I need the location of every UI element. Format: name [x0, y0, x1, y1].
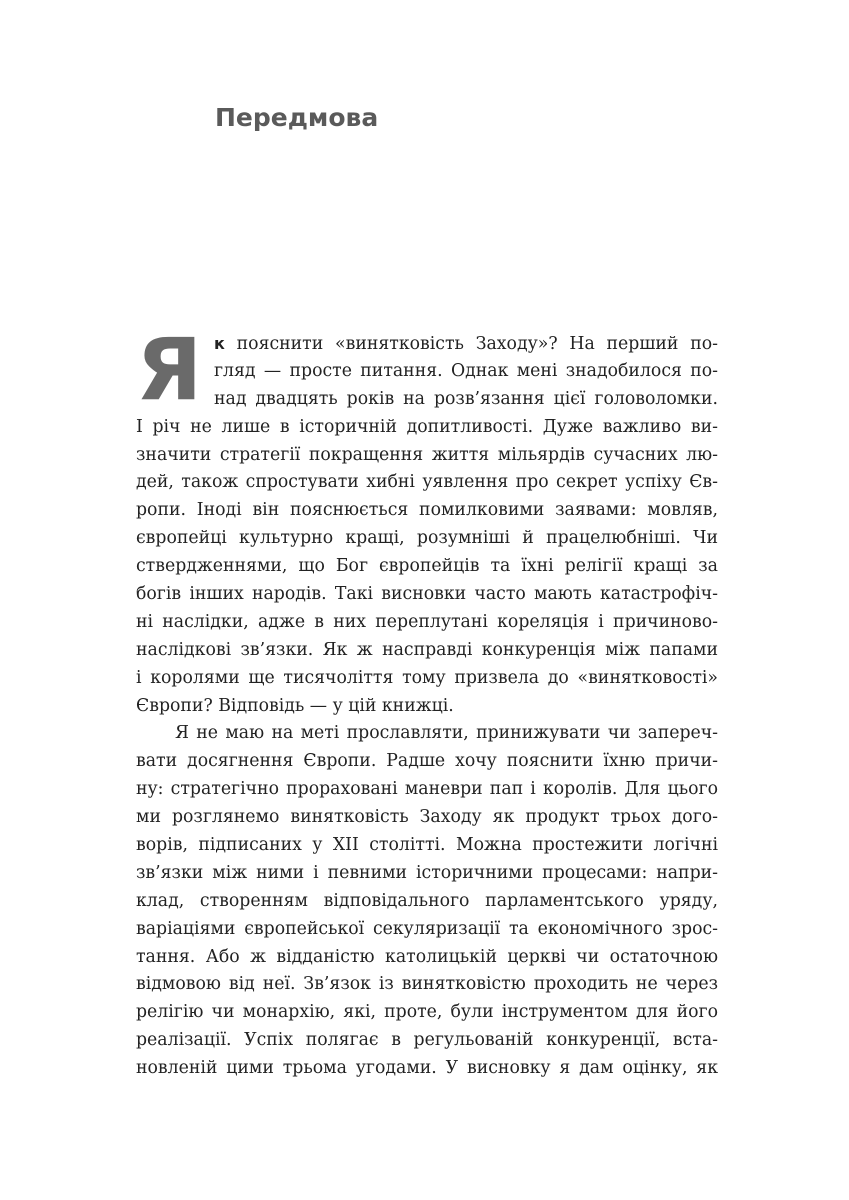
chapter-body	[136, 320, 718, 1083]
text-line: ми розглянемо винятковість Заходу як продукт трьох дого-	[136, 807, 718, 828]
text-line: реалізації. Успіх полягає в регульованій конкуренції, вста-	[136, 1030, 718, 1051]
text-line: богів інших народів. Такі висновки часто мають катастрофіч-	[136, 584, 718, 605]
text-line: релігію чи монархію, які, проте, були інструментом для його	[136, 1002, 718, 1023]
text-line: вати досягнення Європи. Радше хочу пояснити їхню причи-	[136, 751, 718, 772]
text-line: ні наслідки, адже в них переплутані кореляція і причиново-	[136, 611, 718, 632]
lead-letter: к	[214, 334, 225, 353]
text-line: новленій цими трьома угодами. У висновку я дам оцінку, як	[136, 1058, 718, 1079]
text-line: ворів, підписаних у XII столітті. Можна простежити логічні	[136, 835, 718, 856]
text-line: дей, також спростувати хибні уявлення про секрет успіху Єв-	[136, 472, 718, 493]
text-line: наслідкові зв’язки. Як ж насправді конкуренція між папами	[136, 639, 718, 660]
chapter-title: Передмова	[215, 103, 379, 132]
text-line: значити стратегії покращення життя мільярдів сучасних лю-	[136, 444, 718, 465]
text-line: європейці культурно кращі, розумніші й працелюбніші. Чи	[136, 528, 718, 549]
text-line: ропи. Іноді він пояснюється помилковими заявами: мовляв,	[136, 500, 718, 521]
text-line: над двадцять років на розв’язання цієї головоломки.	[214, 388, 718, 409]
text-line: ствердженнями, що Бог європейців та їхні релігії кращі за	[136, 556, 718, 577]
text-line: і королями ще тисячоліття тому призвела до «винятковості»	[136, 667, 718, 688]
text-line: гляд — просте питання. Однак мені знадобилося по-	[214, 360, 718, 381]
text-line	[136, 330, 718, 358]
drop-cap: Я	[136, 320, 203, 420]
text-line: І річ не лише в історичній допитливості. Дуже важливо ви-	[136, 416, 718, 437]
text-line: Європи? Відповідь — у цій книжці.	[136, 695, 454, 716]
text-line: зв’язки між ними і певними історичними процесами: напри-	[136, 862, 718, 883]
text-line: відмовою від неї. Зв’язок із винятковістю проходить не через	[136, 974, 718, 995]
text-line: ну: стратегічно прораховані маневри пап і королів. Для цього	[136, 779, 718, 800]
line-text: пояснити «винятковість Заходу»? На перший по-	[224, 334, 718, 354]
text-line: тання. Або ж відданістю католицькій церкві чи остаточною	[136, 946, 718, 967]
text-line: клад, створенням відповідального парламентського уряду,	[136, 890, 718, 911]
text-line: Я не маю на меті прославляти, принижувати чи запереч-	[175, 723, 718, 744]
text-line: варіаціями європейської секуляризації та економічного зрос-	[136, 918, 718, 939]
